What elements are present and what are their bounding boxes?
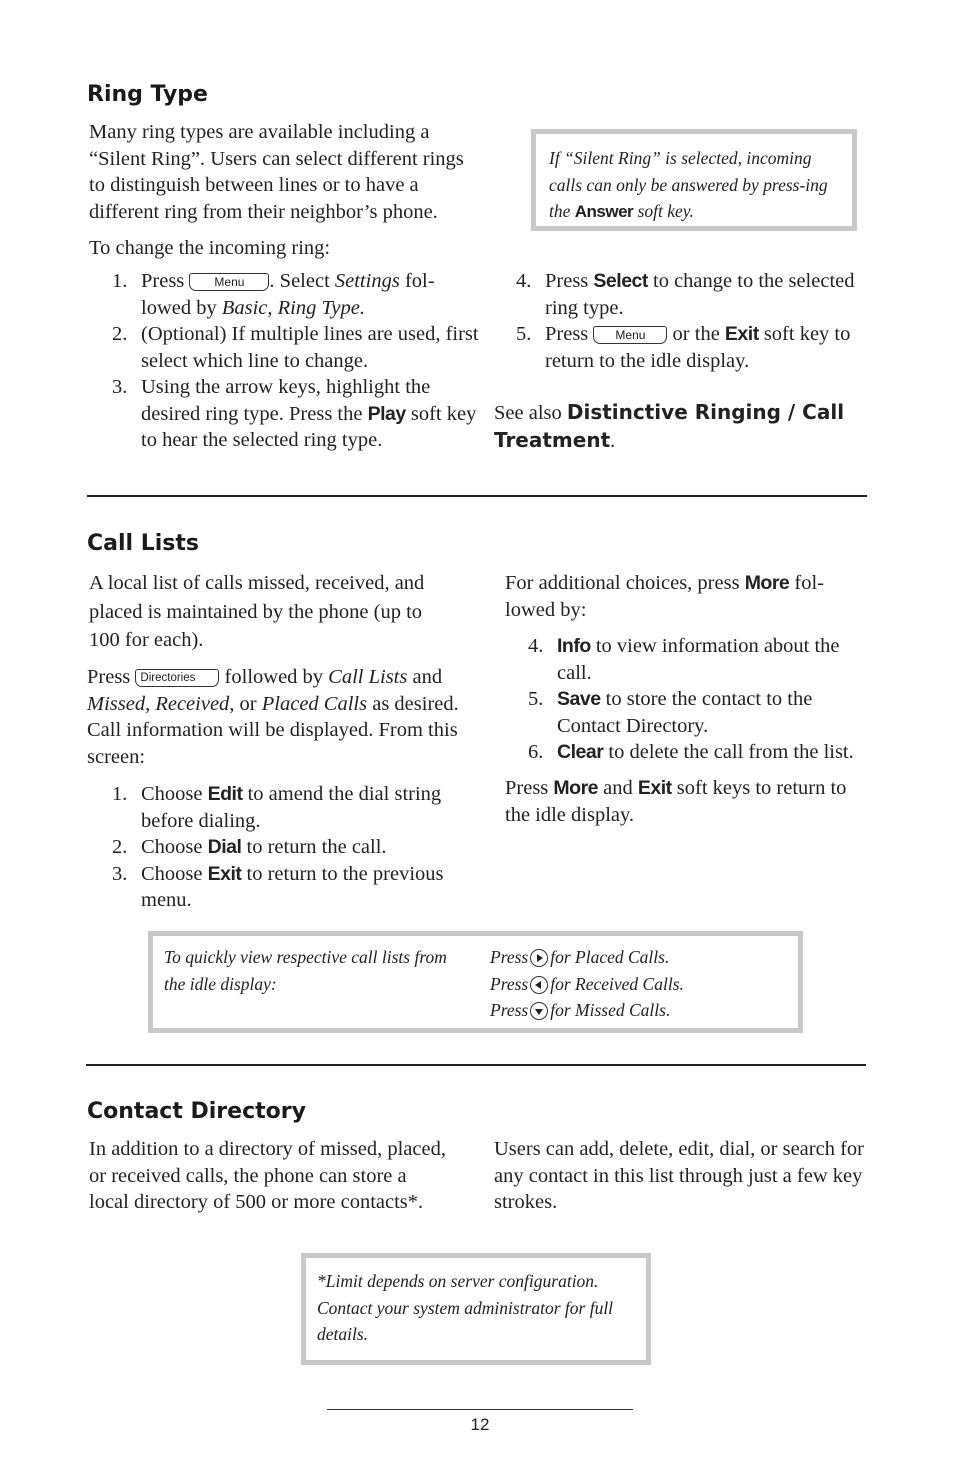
menu-button[interactable]: Menu [593,326,667,344]
directories-button[interactable]: Directories [135,669,219,687]
dial-softkey: Dial [207,836,242,858]
ring-type-heading: Ring Type [87,82,208,107]
contact-directory-right: Users can add, delete, edit, dial, or search for any contact in this list through just a few key strokes. [494,1138,864,1213]
ring-type-instruction: To change the incoming ring: [89,237,331,259]
distinctive-ringing-link[interactable]: Distinctive Ringing / Call Treatment [494,400,845,452]
left-arrow-icon [530,976,548,994]
call-lists-tip [148,931,803,1033]
tip-line: Press for Received Calls. [490,973,684,994]
ring-type-steps-left [112,268,481,454]
tip-line: Press for Missed Calls. [490,1000,671,1020]
play-softkey: Play [367,402,406,425]
tip-shortcuts [490,944,790,1024]
list-item: 6. Clear to delete the call from the list. [528,741,854,763]
contact-directory-heading: Contact Directory [87,1099,306,1124]
ring-type-intro: Many ring types are available including a “Silent Ring”. Users can select different rings to distinguish between lines or to have a different ring from their neighbor’s phone. [89,121,464,223]
list-item: 1. Choose Edit to amend the dial string before dialing. [112,783,442,832]
footer-rule [327,1409,633,1410]
list-item: 4. Info to view information about the call. [528,635,840,684]
configuration-footnote: *Limit depends on server configuration. Contact your system administrator for full details. [301,1253,651,1365]
call-lists-more-intro: For additional choices, press More fol-lowed by: [505,572,825,621]
page-number: 12 [470,1415,490,1434]
exit-softkey: Exit [724,323,759,345]
exit-softkey: Exit [637,777,672,799]
save-softkey: Save [557,688,601,710]
ring-type-steps-right [516,268,865,374]
call-lists-return: Press More and Exit soft keys to return to the idle display. [505,777,847,826]
section-divider [87,495,867,497]
list-item: 3. Choose Exit to return to the previous menu. [112,862,444,911]
list-item: 2. (Optional) If multiple lines are used, first select which line to change. [112,323,479,372]
list-item: 3. Using the arrow keys, highlight the desired ring type. Press the Play soft key to hear the selected ring type. [112,376,477,451]
down-arrow-icon [530,1002,548,1020]
edit-softkey: Edit [207,783,243,805]
call-lists-heading: Call Lists [87,531,199,556]
silent-ring-note: If “Silent Ring” is selected, incoming calls can only be answered by press-ing the Answer soft key. [531,129,857,231]
clear-softkey: Clear [557,741,604,763]
list-item: 4. Press Select to change to the selected ring type. [516,270,855,319]
select-softkey: Select [593,270,648,292]
right-arrow-icon [530,949,548,967]
list-item: 5. Save to store the contact to the Contact Directory. [528,688,813,737]
list-item: 2. Choose Dial to return the call. [112,836,387,858]
menu-button[interactable]: Menu [189,273,269,291]
tip-line: Press for Placed Calls. [490,947,670,967]
see-also: See also Distinctive Ringing / Call Treatment. [494,400,845,452]
info-softkey: Info [557,635,591,657]
exit-softkey: Exit [207,862,242,885]
call-lists-steps-left [112,781,471,914]
contact-directory-left: In addition to a directory of missed, placed, or received calls, the phone can store a local directory of 500 or more contacts*. [89,1138,446,1213]
section-divider [86,1064,866,1066]
call-lists-steps-right [528,633,867,766]
call-lists-intro: A local list of calls missed, received, and placed is maintained by the phone (up to 100 for each). [89,572,425,651]
list-item: 1. Press Menu . Select Settings fol-lowed by Basic, Ring Type. [112,270,435,319]
tip-text: To quickly view respective call lists from the idle display: [164,947,447,994]
call-lists-instructions: Press Directories followed by Call Lists and Missed, Received, or Placed Calls as desired. Call information will be displayed. From this screen: [87,666,459,768]
list-item: 5. Press Menu or the Exit soft key to return to the idle display. [516,323,851,372]
more-softkey: More [553,777,599,799]
more-softkey: More [744,572,790,594]
